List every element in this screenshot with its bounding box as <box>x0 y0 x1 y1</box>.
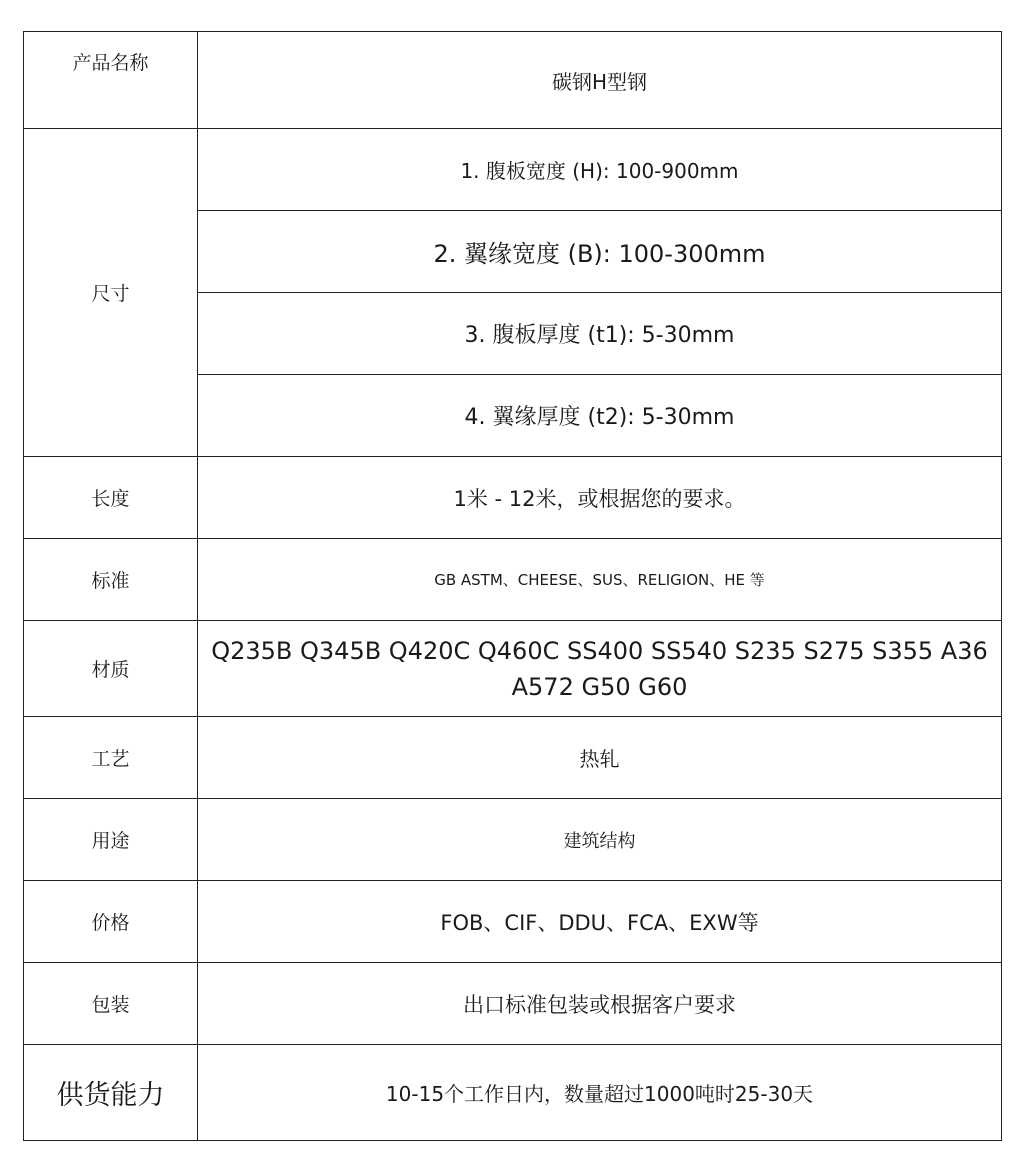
price-label: 价格 <box>24 881 198 963</box>
table-row-size-1 <box>24 129 1002 211</box>
usage-label: 用途 <box>24 799 198 881</box>
length-label: 长度 <box>24 457 198 539</box>
size-web-thickness: 3. 腹板厚度 (t1): 5-30mm <box>198 293 1002 375</box>
standard-label: 标准 <box>24 539 198 621</box>
standard-value: GB ASTM、CHEESE、SUS、RELIGION、HE 等 <box>198 539 1002 621</box>
table-row-process <box>24 717 1002 799</box>
product-name-value: 碳钢H型钢 <box>198 32 1002 129</box>
packaging-value: 出口标准包装或根据客户要求 <box>198 963 1002 1045</box>
size-flange-thickness: 4. 翼缘厚度 (t2): 5-30mm <box>198 375 1002 457</box>
process-label: 工艺 <box>24 717 198 799</box>
supply-value: 10-15个工作日内，数量超过1000吨时25-30天 <box>198 1045 1002 1141</box>
table-row-usage <box>24 799 1002 881</box>
table-row-standard <box>24 539 1002 621</box>
table-row-material <box>24 621 1002 717</box>
packaging-label: 包装 <box>24 963 198 1045</box>
material-label: 材质 <box>24 621 198 717</box>
product-spec-table <box>23 31 1002 1141</box>
table-row-product <box>24 32 1002 129</box>
size-web-height: 1. 腹板宽度 (H): 100-900mm <box>198 129 1002 211</box>
table-row-packaging <box>24 963 1002 1045</box>
table-row-price <box>24 881 1002 963</box>
length-value: 1米 - 12米，或根据您的要求。 <box>198 457 1002 539</box>
table-row-length <box>24 457 1002 539</box>
table-row-supply <box>24 1045 1002 1141</box>
size-flange-width: 2. 翼缘宽度 (B): 100-300mm <box>198 211 1002 293</box>
usage-value: 建筑结构 <box>198 799 1002 881</box>
product-name-label: 产品名称 <box>24 32 198 129</box>
supply-label: 供货能力 <box>24 1045 198 1141</box>
process-value: 热轧 <box>198 717 1002 799</box>
price-value: FOB、CIF、DDU、FCA、EXW等 <box>198 881 1002 963</box>
material-value: Q235B Q345B Q420C Q460C SS400 SS540 S235 S275 S355 A36 A572 G50 G60 <box>198 621 1002 717</box>
size-label: 尺寸 <box>24 129 198 457</box>
